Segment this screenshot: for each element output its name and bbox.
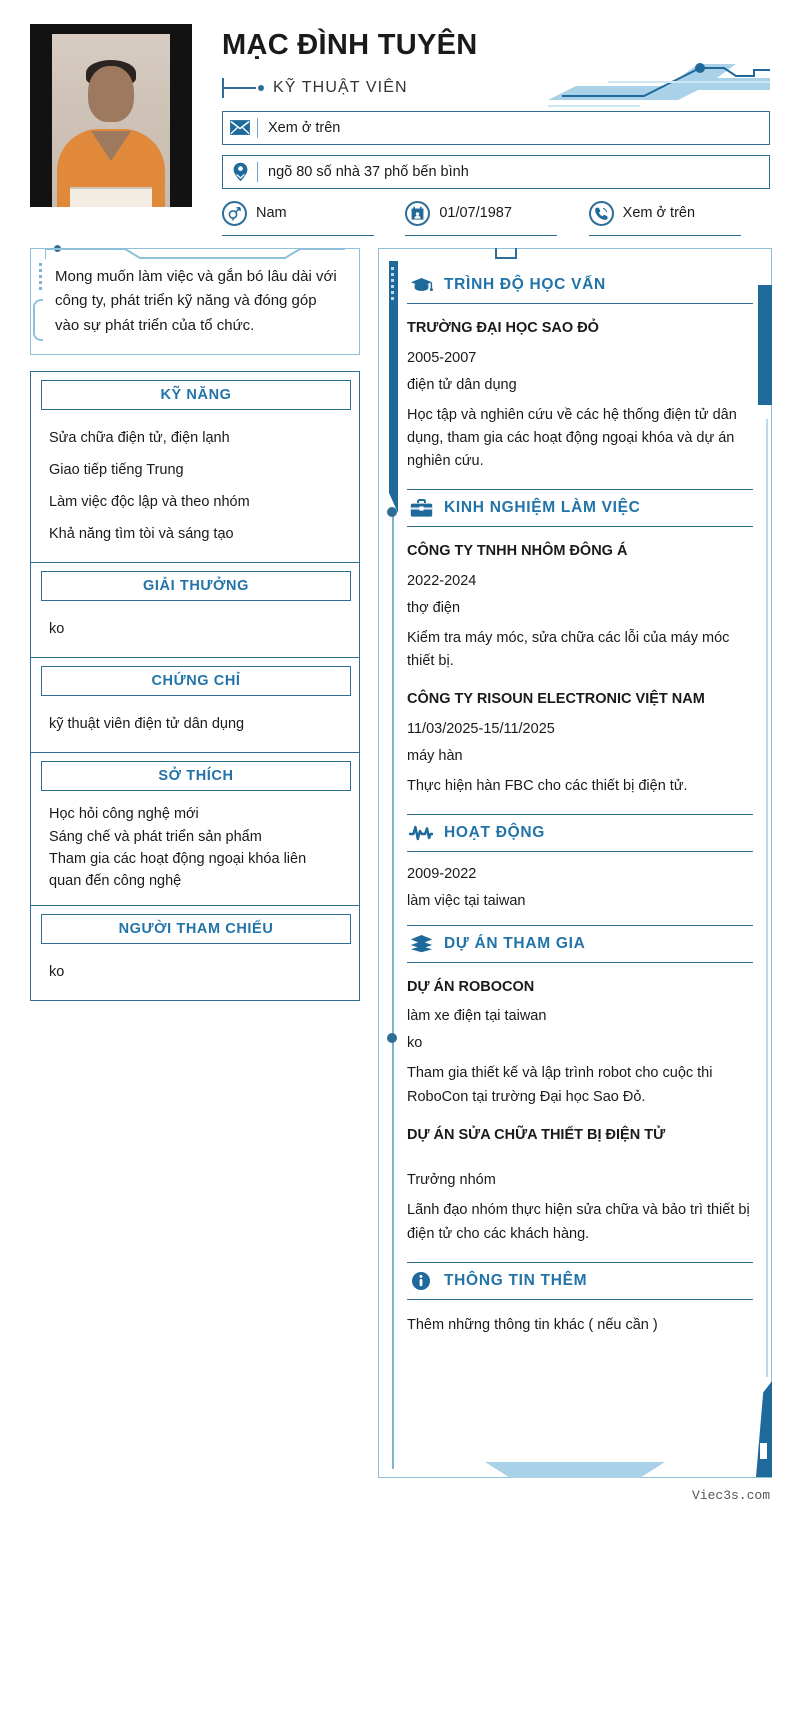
calendar-icon — [405, 201, 430, 226]
section-certificates-title: CHỨNG CHỈ — [151, 673, 241, 690]
section-certificates-header — [41, 666, 351, 696]
list-item: Sáng chế và phát triển sản phẩm — [49, 828, 262, 845]
section-certificates — [31, 666, 359, 752]
rail-dotted-decor — [391, 267, 394, 303]
divider — [31, 752, 359, 753]
section-interests-header — [41, 761, 351, 791]
section-additional-info-title: THÔNG TIN THÊM — [444, 1271, 588, 1289]
experience-position: thợ điện — [407, 599, 461, 616]
section-experience — [407, 489, 753, 798]
job-title: KỸ THUẬT VIÊN — [273, 78, 408, 96]
experience-org: CÔNG TY RISOUN ELECTRONIC VIỆT NAM — [407, 691, 705, 708]
section-skills-body — [31, 410, 359, 562]
experience-org: CÔNG TY TNHH NHÔM ĐÔNG Á — [407, 543, 628, 560]
experience-date: 11/03/2025-15/11/2025 — [407, 720, 555, 737]
left-panel-group — [30, 371, 360, 1001]
phone-icon — [589, 201, 614, 226]
section-references — [31, 914, 359, 1000]
section-projects — [407, 925, 753, 1246]
divider — [31, 905, 359, 906]
list-item: ko — [49, 963, 65, 980]
section-projects-header — [407, 925, 753, 963]
meta-phone-value: Xem ở trên — [622, 205, 696, 222]
rail-bullet-decor-2 — [387, 1033, 397, 1043]
envelope-icon — [223, 112, 257, 144]
project-entry — [407, 1125, 753, 1246]
divider — [31, 562, 359, 563]
education-desc: Học tập và nghiên cứu về các hệ thống điện tử dân dụng, tham gia các hoạt động ngoại khóa và dự án nghiên cứu. — [407, 406, 737, 469]
section-interests-title: SỞ THÍCH — [158, 768, 234, 785]
section-experience-header — [407, 489, 753, 527]
project-entry — [407, 977, 753, 1109]
avatar — [30, 24, 192, 207]
section-experience-title: KINH NGHIỆM LÀM VIỆC — [444, 499, 641, 517]
section-skills — [31, 380, 359, 562]
cv-body — [0, 236, 800, 1478]
divider — [31, 657, 359, 658]
gender-icon — [222, 201, 247, 226]
panel-corner-top-right — [758, 285, 772, 405]
list-item: Giao tiếp tiếng Trung — [49, 461, 184, 478]
photo-image — [52, 34, 170, 207]
section-skills-title: KỸ NĂNG — [160, 386, 232, 403]
panel-bottom-triangle — [485, 1462, 665, 1478]
additional-info-text: Thêm những thông tin khác ( nếu cần ) — [407, 1316, 658, 1333]
experience-desc: Kiểm tra máy móc, sửa chữa các lỗi của máy móc thiết bị. — [407, 629, 730, 669]
rail-line-decor-2 — [392, 1039, 394, 1469]
section-references-title: NGƯỜI THAM CHIẾU — [118, 920, 274, 937]
section-references-body — [31, 944, 359, 1000]
title-line-decor — [222, 81, 260, 95]
activity-position: làm việc tại taiwan — [407, 892, 526, 909]
section-additional-info-header — [407, 1262, 753, 1300]
experience-position: máy hàn — [407, 747, 463, 764]
cv-header — [0, 0, 800, 236]
section-education — [407, 267, 753, 473]
project-role: Trưởng nhóm — [407, 1172, 496, 1189]
experience-date: 2022-2024 — [407, 572, 477, 589]
left-column — [30, 236, 360, 1001]
experience-entry — [407, 541, 753, 673]
list-item: Tham gia các hoạt động ngoại khóa liên quan đến công nghệ — [49, 851, 307, 890]
contact-row-address — [222, 155, 770, 189]
experience-desc: Thực hiện hàn FBC cho các thiết bị điện tử. — [407, 777, 688, 794]
panel-edge-right — [766, 419, 768, 1377]
section-additional-info — [407, 1262, 753, 1337]
activity-entry — [407, 866, 753, 909]
rail-line-decor — [392, 513, 394, 1073]
project-desc: Tham gia thiết kế và lập trình robot cho cuộc thi RoboCon tại trường Đại học Sao Đỏ. — [407, 1065, 713, 1105]
layers-icon — [409, 933, 433, 955]
location-pin-icon — [223, 156, 257, 188]
education-major: điện tử dân dụng — [407, 376, 517, 393]
section-projects-title: DỰ ÁN THAM GIA — [444, 934, 586, 952]
meta-phone — [589, 201, 772, 226]
objective-notch-decor — [45, 248, 345, 260]
spacer — [407, 1156, 753, 1172]
section-interests-body — [31, 791, 359, 905]
list-item: Khả năng tìm tòi và sáng tạo — [49, 525, 234, 542]
graduation-cap-icon — [409, 274, 433, 296]
section-awards-body — [31, 601, 359, 657]
section-skills-header — [41, 380, 351, 410]
right-panel — [378, 248, 772, 1478]
project-detail: làm xe điện tại taiwan — [407, 1008, 547, 1025]
education-entry — [407, 318, 753, 473]
meta-gender-value: Nam — [256, 205, 287, 222]
education-date: 2005-2007 — [407, 349, 477, 366]
list-item: kỹ thuật viên điện tử dân dụng — [49, 716, 245, 733]
list-item: ko — [49, 621, 65, 638]
right-column — [378, 236, 772, 1478]
contact-meta-row — [222, 201, 772, 226]
meta-birthdate — [405, 201, 588, 226]
section-activities-title: HOẠT ĐỘNG — [444, 823, 546, 841]
project-name: DỰ ÁN SỬA CHỮA THIẾT BỊ ĐIỆN TỬ — [407, 1126, 666, 1143]
section-education-title: TRÌNH ĐỘ HỌC VẤN — [444, 276, 606, 293]
list-item: Sửa chữa điện tử, điện lạnh — [49, 429, 230, 446]
additional-info-entry — [407, 1314, 753, 1337]
briefcase-icon — [409, 497, 433, 519]
meta-gender — [222, 201, 405, 226]
objective-brace-decor — [33, 299, 43, 341]
project-desc: Lãnh đạo nhóm thực hiện sửa chữa và bảo trì thiết bị điện tử cho các khách hàng. — [407, 1202, 750, 1242]
panel-corner-bottom-right — [756, 1381, 772, 1477]
footer-watermark: Viec3s.com — [691, 1488, 770, 1503]
section-awards-header — [41, 571, 351, 601]
contact-row-email — [222, 111, 770, 145]
section-references-header — [41, 914, 351, 944]
contact-address-value: ngõ 80 số nhà 37 phố bến bình — [268, 163, 469, 180]
objective-dotted-decor — [39, 263, 42, 293]
contact-email-value: Xem ở trên — [268, 119, 341, 136]
section-activities — [407, 814, 753, 909]
career-objective-text: Mong muốn làm việc và gắn bó lâu dài với công ty, phát triển kỹ năng và đóng góp vào sự phát triển của tổ chức. — [55, 268, 337, 334]
section-activities-header — [407, 814, 753, 852]
page-title: MẠC ĐÌNH TUYÊN — [222, 29, 478, 61]
section-education-header — [407, 267, 753, 304]
project-role: ko — [407, 1035, 423, 1052]
list-item: Học hỏi công nghệ mới — [49, 806, 199, 823]
list-item: Làm việc độc lập và theo nhóm — [49, 493, 250, 510]
activity-pulse-icon — [409, 822, 433, 844]
activity-date: 2009-2022 — [407, 865, 477, 882]
section-certificates-body — [31, 696, 359, 752]
section-interests — [31, 761, 359, 905]
info-circle-icon — [409, 1270, 433, 1292]
education-org: TRƯỜNG ĐẠI HỌC SAO ĐỎ — [407, 320, 599, 336]
meta-birthdate-value: 01/07/1987 — [439, 205, 512, 222]
header-decoration-graphic — [548, 56, 770, 112]
panel-notch-decor — [495, 248, 517, 259]
career-objective-box — [30, 248, 360, 355]
rail-bullet-decor — [387, 507, 397, 517]
header-details — [192, 24, 772, 236]
section-awards-title: GIẢI THƯỞNG — [143, 578, 249, 595]
experience-entry — [407, 689, 753, 798]
project-name: DỰ ÁN ROBOCON — [407, 978, 535, 995]
section-awards — [31, 571, 359, 657]
